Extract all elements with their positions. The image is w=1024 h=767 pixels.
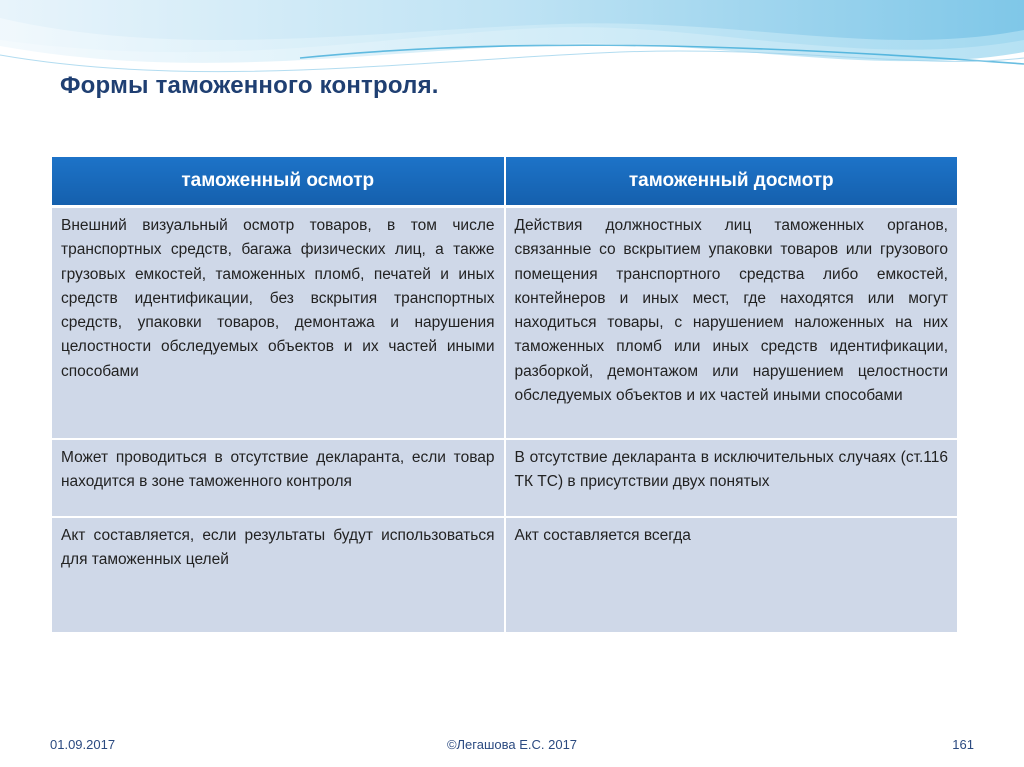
- slide-title: Формы таможенного контроля.: [60, 72, 439, 99]
- table-cell-definition-examination: Действия должностных лиц таможенных органов, связанные со вскрытием упаковки товаров или грузового помещения транспортного средства либо емкостей, контейнеров и иных мест, где находятся или могут находиться товары, с нарушением наложенных на них таможенных пломб или иных средств идентификации, разборкой, демонтажом или нарушением целостности обследуемых объектов и их частей иными способами: [505, 207, 958, 439]
- table-cell-definition-inspection: Внешний визуальный осмотр товаров, в том числе транспортных средств, багажа физических лиц, а также грузовых емкостей, таможенных пломб, печатей и иных средств идентификации, без вскрытия транспортных средств, упаковки товаров, демонтажа и нарушения целостности обследуемых объектов и их частей иными способами: [52, 207, 505, 439]
- comparison-table: [52, 157, 957, 634]
- footer-date: 01.09.2017: [50, 737, 116, 752]
- table-row: [52, 207, 957, 439]
- footer-page-number: 161: [952, 737, 974, 752]
- column-header-examination: таможенный досмотр: [505, 157, 958, 207]
- table-row: [52, 439, 957, 517]
- table-row: [52, 517, 957, 633]
- table-cell-declarant-inspection: Может проводиться в отсутствие декларанта, если товар находится в зоне таможенного контроля: [52, 439, 505, 517]
- table-cell-declarant-examination: В отсутствие декларанта в исключительных случаях (ст.116 ТК ТС) в присутствии двух понятых: [505, 439, 958, 517]
- footer-author: ©Легашова Е.С. 2017: [446, 737, 578, 752]
- table-header-row: [52, 157, 957, 207]
- table-cell-act-examination: Акт составляется всегда: [505, 517, 958, 633]
- column-header-inspection: таможенный осмотр: [52, 157, 505, 207]
- table-cell-act-inspection: Акт составляется, если результаты будут использоваться для таможенных целей: [52, 517, 505, 633]
